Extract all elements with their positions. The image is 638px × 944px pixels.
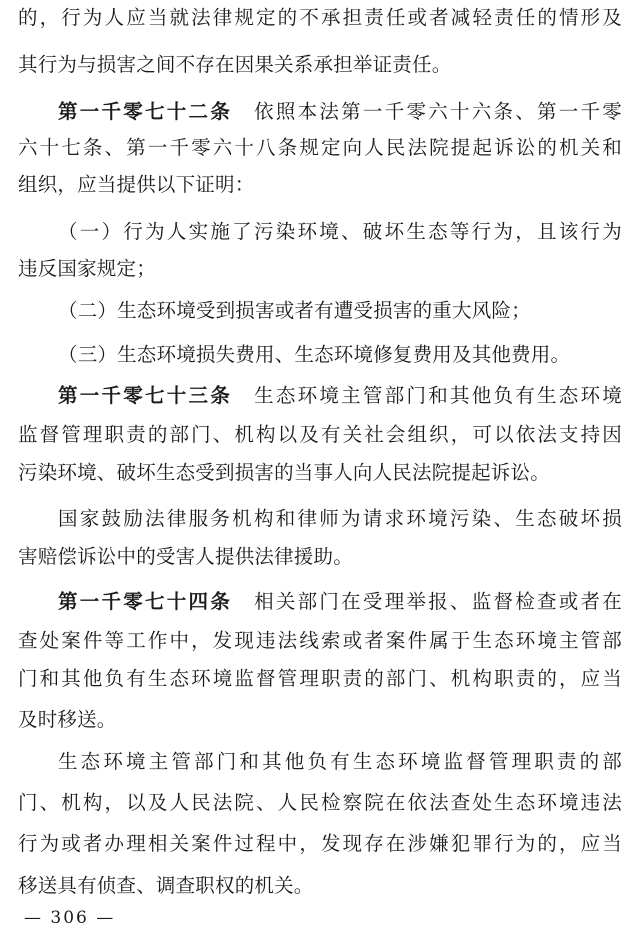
text-line: 门和其他负有生态环境监督管理职责的部门、机构职责的，应当 (18, 667, 622, 690)
text-line: 的，行为人应当就法律规定的不承担责任或者减轻责任的情形及 (18, 6, 622, 29)
text-line: 查处案件等工作中，发现违法线索或者案件属于生态环境主管部 (18, 629, 622, 652)
article-1073-text: 生态环境主管部门和其他负有生态环境 (252, 384, 622, 407)
text-line: 监督管理职责的部门、机构以及有关社会组织，可以依法支持因 (18, 423, 622, 446)
page-number: — 306 — (24, 908, 116, 928)
article-1073-first-line (58, 382, 622, 410)
text-line: 门、机构，以及人民法院、人民检察院在依法查处生态环境违法 (18, 791, 622, 814)
text-line: 组织，应当提供以下证明： (18, 173, 255, 196)
list-item-2: （二）生态环境受到损害或者有遭受损害的重大风险； (58, 299, 531, 322)
text-line: 污染环境、破坏生态受到损害的当事人向人民法院提起诉讼。 (18, 461, 550, 484)
article-1074-text: 相关部门在受理举报、监督检查或者在 (252, 590, 622, 613)
article-1072-title: 第一千零七十二条 (58, 100, 233, 123)
article-1072-first-line (58, 98, 622, 126)
article-1074-title: 第一千零七十四条 (58, 590, 233, 613)
text-line: 行为或者办理相关案件过程中，发现存在涉嫌犯罪行为的，应当 (18, 832, 622, 855)
article-1073-title: 第一千零七十三条 (58, 384, 233, 407)
text-line: 及时移送。 (18, 708, 117, 731)
article-1074-first-line (58, 588, 622, 616)
paragraph-first-line: 国家鼓励法律服务机构和律师为请求环境污染、生态破坏损 (58, 507, 622, 530)
paragraph-first-line: 生态环境主管部门和其他负有生态环境监督管理职责的部 (58, 750, 622, 773)
text-line: 违反国家规定； (18, 257, 156, 280)
text-line: 六十七条、第一千零六十八条规定向人民法院提起诉讼的机关和 (18, 136, 622, 159)
text-line: 移送具有侦查、调查职权的机关。 (18, 874, 314, 897)
list-item-1: （一）行为人实施了污染环境、破坏生态等行为，且该行为 (58, 220, 622, 243)
text-line: 其行为与损害之间不存在因果关系承担举证责任。 (18, 53, 452, 76)
text-line: 害赔偿诉讼中的受害人提供法律援助。 (18, 545, 353, 568)
article-1072-text: 依照本法第一千零六十六条、第一千零 (252, 100, 622, 123)
list-item-3: （三）生态环境损失费用、生态环境修复费用及其他费用。 (58, 343, 571, 366)
